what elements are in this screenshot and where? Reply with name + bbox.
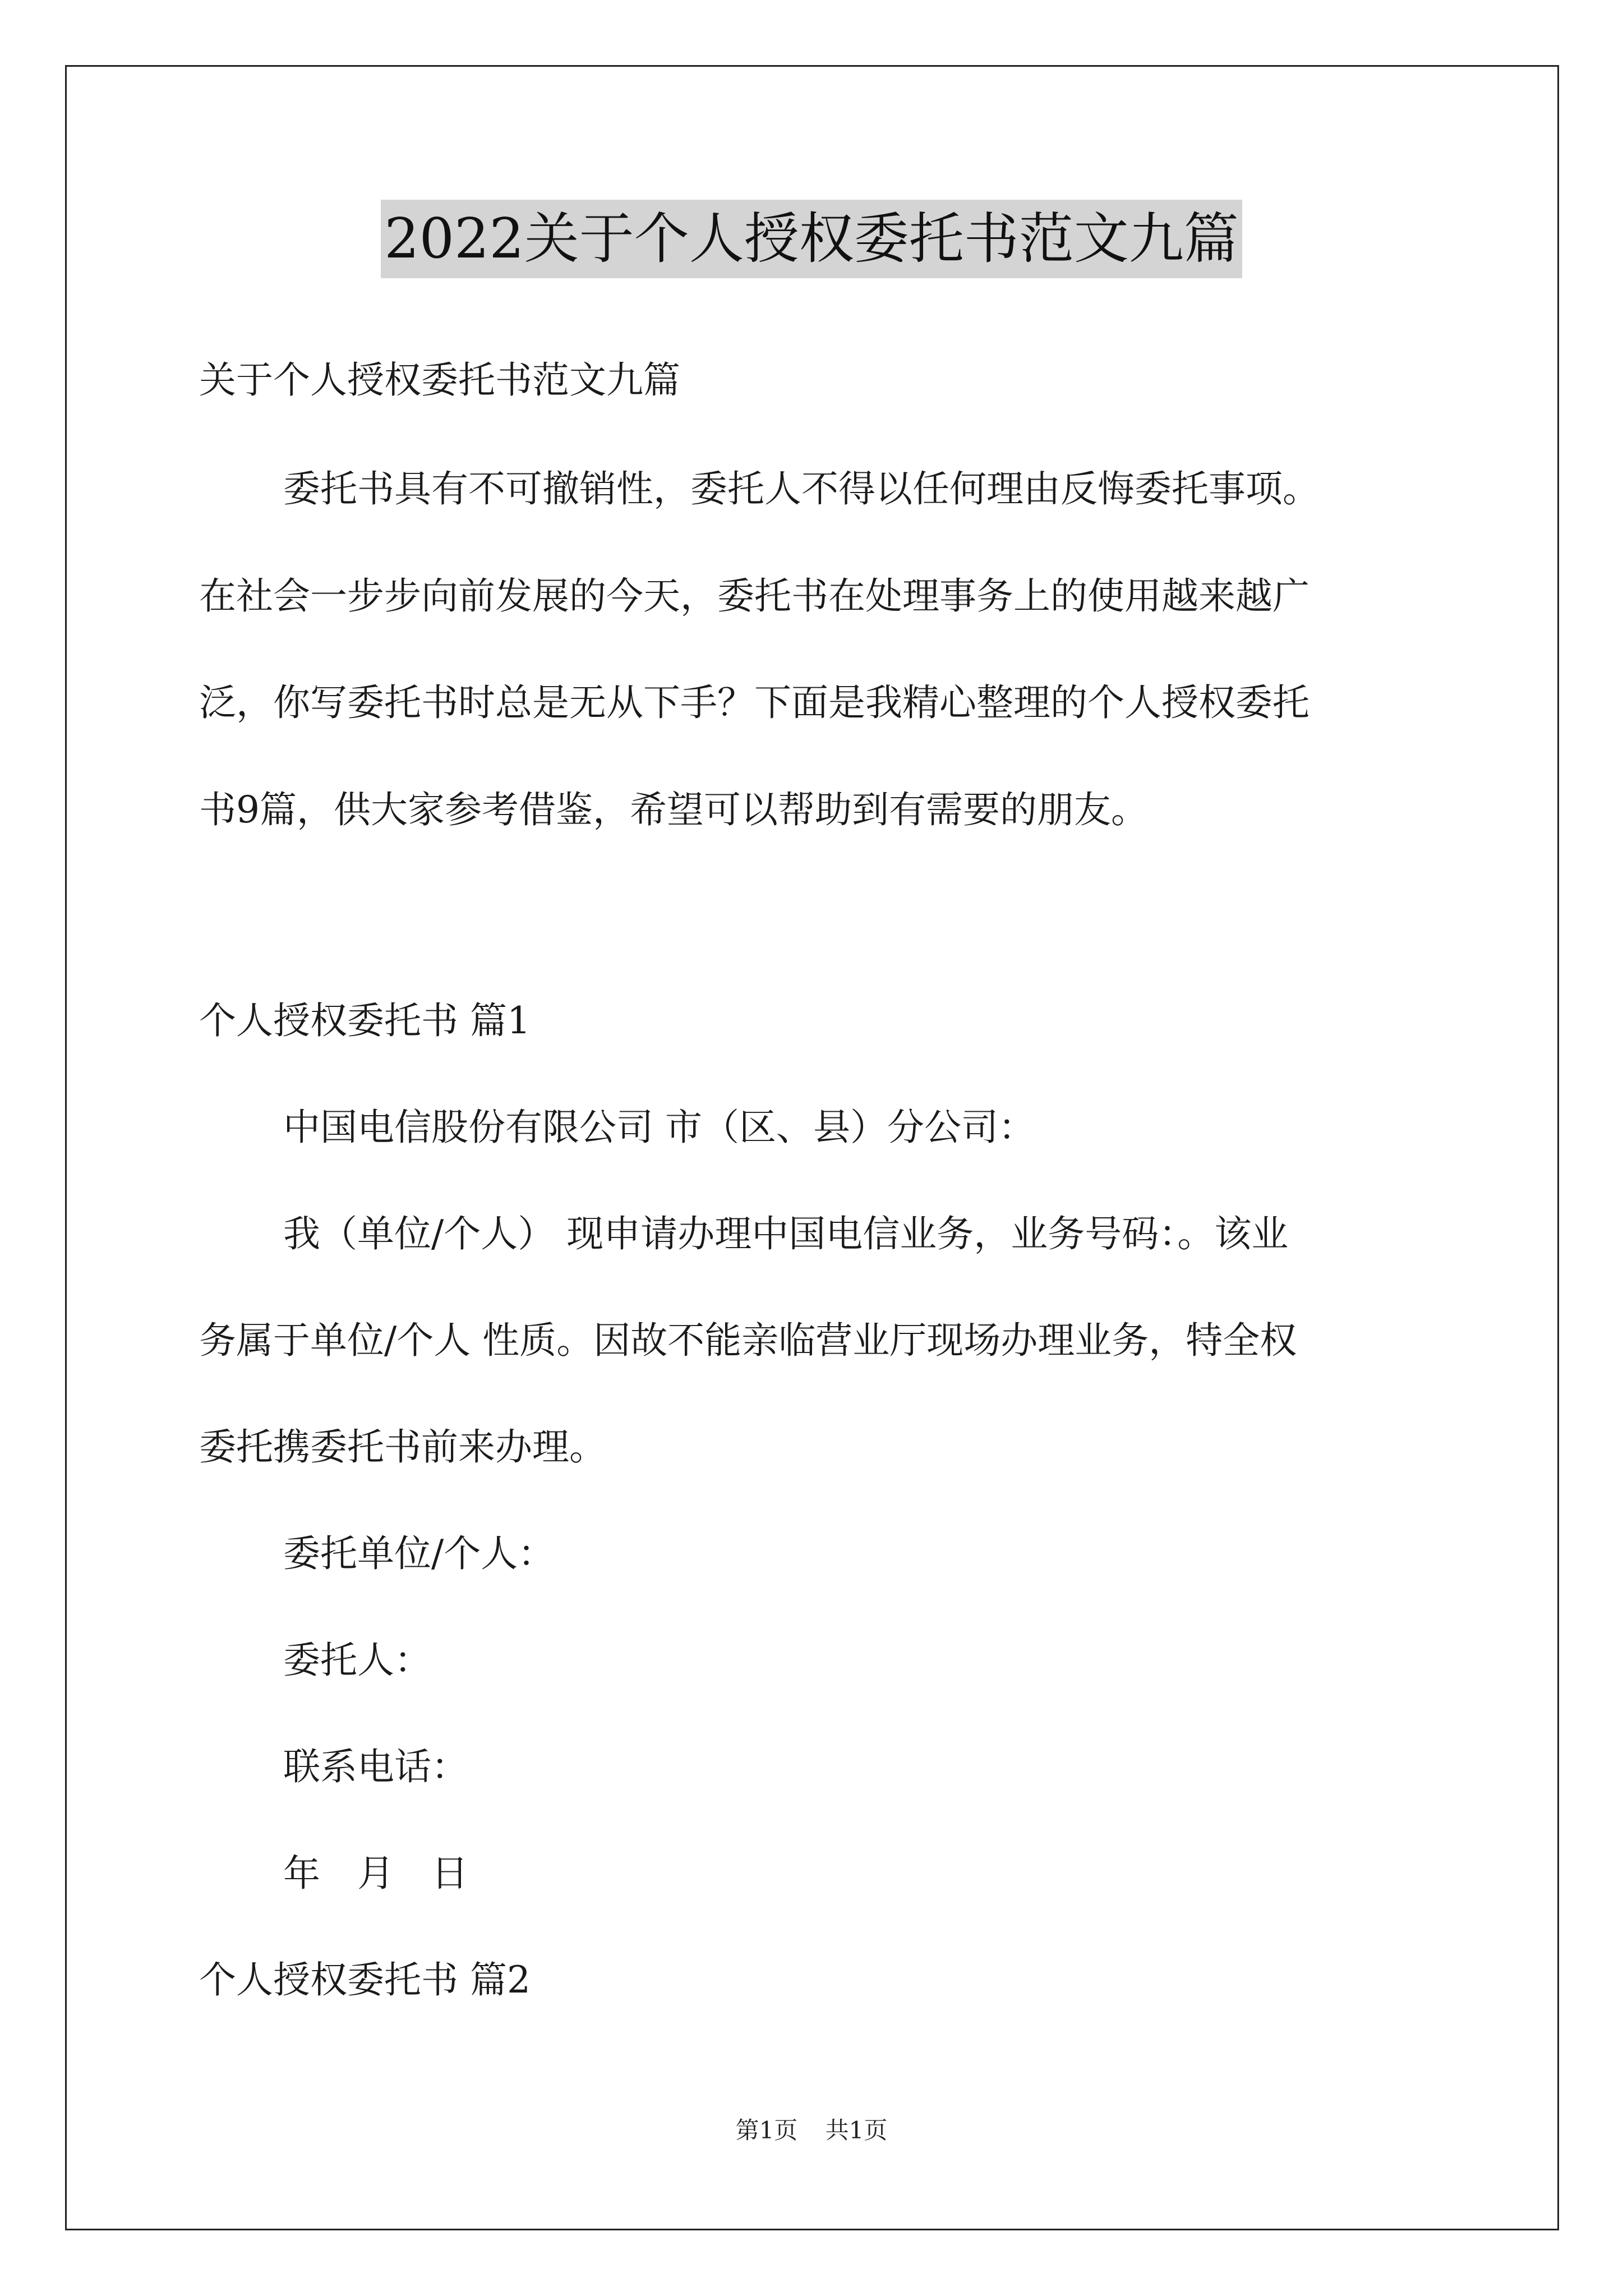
document-title: 2022关于个人授权委托书范文九篇: [381, 200, 1242, 278]
section-1-addressee: 中国电信股份有限公司 市（区、县）分公司：: [283, 1106, 1035, 1149]
page-current: 第1页: [735, 2116, 798, 2144]
field-contact-phone: 联系电话：: [283, 1745, 468, 1788]
section-1-body-line-1: 我（单位/个人） 现申请办理中国电信业务，业务号码：。该业: [283, 1212, 1289, 1255]
section-1-body-line-2: 务属于单位/个人 性质。因故不能亲临营业厅现场办理业务，特全权: [199, 1319, 1297, 1362]
intro-line-2: 在社会一步步向前发展的今天，委托书在处理事务上的使用越来越广: [199, 574, 1310, 618]
intro-line-3: 泛，你写委托书时总是无从下手？下面是我精心整理的个人授权委托: [199, 681, 1310, 724]
section-1-body-line-3: 委托携委托书前来办理。: [199, 1425, 606, 1469]
document-subtitle: 关于个人授权委托书范文九篇: [199, 358, 680, 402]
intro-line-1: 委托书具有不可撤销性，委托人不得以任何理由反悔委托事项。: [283, 467, 1320, 510]
field-entrusting-party: 委托单位/个人：: [283, 1532, 555, 1575]
section-2-heading: 个人授权委托书 篇2: [199, 1958, 531, 2001]
intro-line-4: 书9篇，供大家参考借鉴，希望可以帮助到有需要的朋友。: [199, 788, 1148, 831]
page-total: 共1页: [825, 2116, 888, 2144]
section-1-heading: 个人授权委托书 篇1: [199, 999, 531, 1042]
field-date: 年 月 日: [283, 1852, 468, 1895]
field-entrusted-person: 委托人：: [283, 1639, 431, 1682]
title-container: [0, 200, 1623, 278]
page-footer: [0, 2114, 1623, 2147]
